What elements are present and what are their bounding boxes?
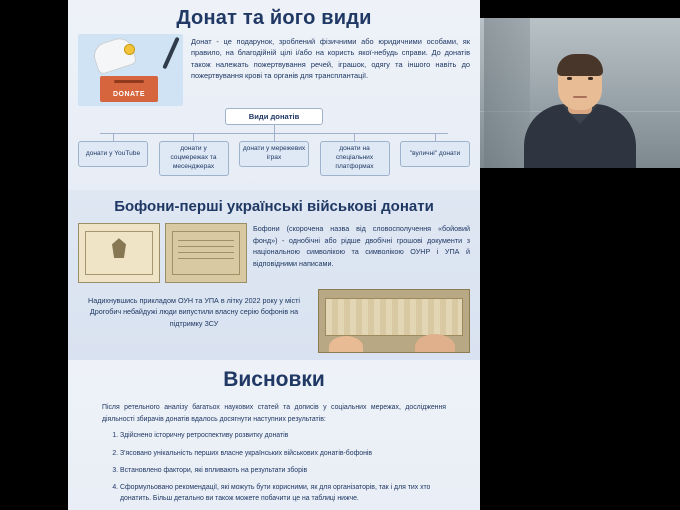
participant-eye-right [588,77,593,80]
diagram-stem [354,134,355,141]
diagram-branch [400,134,470,176]
diagram-node-youtube: донати у YouTube [78,141,148,167]
pen-shape [162,37,179,70]
list-item: 2. З'ясовано унікальність перших власне українських військових донатів-бофонів [120,449,446,460]
list-item: 1. Здійснено історичну ретроспективу розвитку донатів [120,431,446,442]
slide2-paragraph: Бофони (скорочена назва від словосполучення «бойовий фонд») - однобічні або рідше двобічні грошові документи з національною символікою та символікою ОУНР і УПА й відповідними написами. [253,224,470,268]
slide1-paragraph: Донат - це подарунок, зроблений фізичними або юридичними особами, як правило, на благодійній цілі і/або на користь якої-небудь справи. До донатів також належать пожертвування речей, іграшок, одягу та іншого навіть до пожертвування крові та органів для трансплантації. [191,37,470,81]
bofon-photo-hands-image [318,289,470,353]
slide2-caption: Надихнувшись прикладом ОУН та УПА в літку 2022 року у місті Дрогобич небайдужі люди випустили власну серію бофонів на підтримку ЗСУ [88,296,300,328]
diagram-node-street: "вуличні" донати [400,141,470,167]
donation-box-label: DONATE [112,91,146,98]
webcam-video-tile[interactable] [480,18,680,168]
participant-eye-left [567,77,572,80]
slide2-title: Бофони-перші українські військові донати [114,198,434,215]
diagram-node-games: донати у мережевих іграх [239,141,309,167]
slide1-title: Донат та його види [176,7,372,29]
donation-box-illustration [78,34,183,106]
conclusions-list [68,431,480,504]
diagram-root-node: Види донатів [225,108,323,125]
hand-shape-right [415,334,455,353]
bofon-border [172,231,240,275]
participant-figure [520,60,640,168]
donation-types-diagram [78,108,470,184]
bofon-note-2-image [165,223,247,283]
banknote-shape [325,298,463,336]
slide-donation-types [68,0,480,190]
bofon-text-lines [178,240,234,241]
donation-box-slot [114,80,144,83]
slide3-title: Висновки [223,368,325,391]
bofon-images [78,223,247,283]
diagram-connector-vertical [274,125,275,133]
hand-shape-left [329,336,363,353]
diagram-branch [159,134,229,176]
slide-bofony [68,190,480,360]
slide-conclusions [68,360,480,510]
diagram-node-social: донати у соцмережах та месенджерах [159,141,229,176]
hand-shape [90,35,137,76]
list-item: 3. Встановлено фактори, які впливають на результати зборів [120,466,446,477]
participant-hair [557,54,603,76]
diagram-node-platforms: донати на спеціальних платформах [320,141,390,176]
diagram-branch [320,134,390,176]
donation-box-shape [100,76,158,102]
diagram-stem [193,134,194,141]
slide3-intro: Після ретельного аналізу багатьох наукових статей та дописів у соціальних мережах, дослідження діяльності збирачів донатів вдалось досягнути наступних результатів: [102,404,446,423]
diagram-stem [435,134,436,141]
presentation-deck [68,0,480,510]
diagram-stem [113,134,114,141]
diagram-branch [239,134,309,176]
bofon-note-1-image [78,223,160,283]
diagram-branch [78,134,148,176]
coin-icon [124,44,135,55]
list-item: 4. Сформульовано рекомендації, які можуть бути корисними, як для організаторів, так і для тих хто донатить. Більш детально ви також можете побачити це на таблиці нижче. [120,483,446,504]
diagram-stem [274,134,275,141]
participant-mouth [573,96,587,98]
